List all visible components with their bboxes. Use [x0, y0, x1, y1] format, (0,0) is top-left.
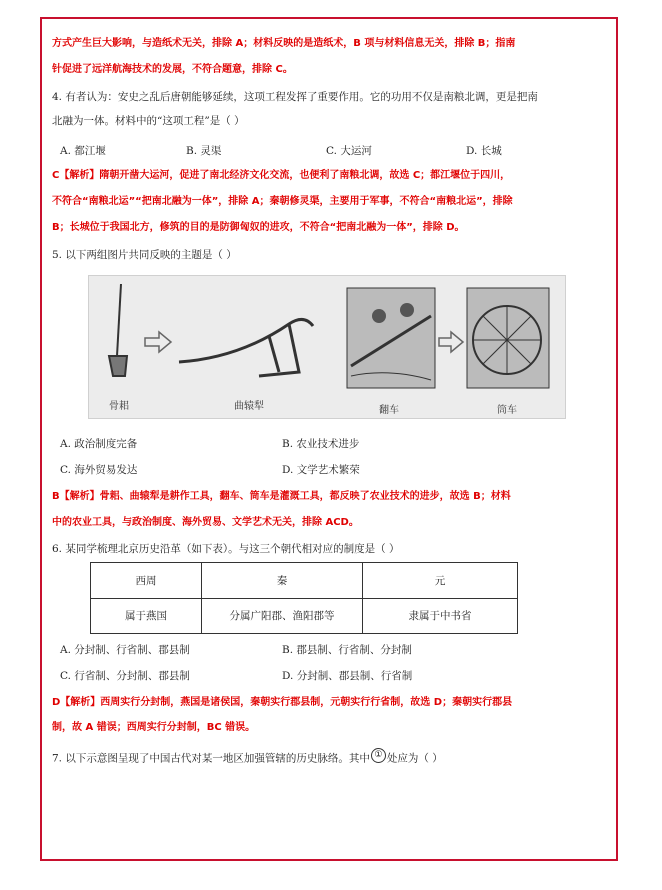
q4-option-b: B. 灵渠 [186, 145, 222, 157]
q5-option-c: C. 海外贸易发达 [60, 464, 138, 476]
table-header-cell: 秦 [202, 563, 363, 599]
q5-figure-drawing [89, 276, 567, 420]
q5-option-d: D. 文学艺术繁荣 [282, 464, 360, 476]
q5-analysis-line-1: B【解析】骨耜、曲辕犁是耕作工具，翻车、筒车是灌溉工具，都反映了农业技术的进步，故选 B；材料 [52, 491, 511, 502]
q4-option-a: A. 都江堰 [60, 145, 106, 157]
q4-analysis-line-3: B；长城位于我国北方，修筑的目的是防御匈奴的进攻，不符合“把南北融为一体”，排除 D。 [52, 222, 465, 233]
q4-stem-line-1: 4. 有者认为：安史之乱后唐朝能够延续，这项工程发挥了重要作用。它的功用不仅是南粮北调，更是把南 [52, 91, 538, 103]
q7-stem-before: 7. 以下示意图呈现了中国古代对某一地区加强管辖的历史脉络。其中 [52, 752, 370, 765]
q4-option-d: D. 长城 [466, 145, 502, 157]
intro-analysis-line-1: 方式产生巨大影响，与造纸术无关，排除 A；材料反映的是造纸术，B 项与材料信息无关，排除 B；指南 [52, 38, 516, 49]
q5-analysis-line-2: 中的农业工具，与政治制度、海外贸易、文学艺术无关，排除 ACD。 [52, 517, 359, 528]
q4-option-c: C. 大运河 [326, 145, 372, 157]
table-header-row [91, 563, 518, 599]
q6-stem: 6. 某同学梳理北京历史沿革（如下表）。与这三个朝代相对应的制度是（ ） [52, 543, 400, 555]
square-pallet-pump-illustration [347, 288, 435, 388]
curved-plough-illustration [179, 319, 313, 376]
q6-option-d: D. 分封制、郡县制、行省制 [282, 670, 413, 682]
q4-stem-line-2: 北融为一体。材料中的“这项工程”是（ ） [52, 115, 245, 127]
q7-stem-after: 处应为（ ） [386, 752, 443, 765]
q6-analysis-line-1: D【解析】西周实行分封制，燕国是诸侯国，秦朝实行郡县制，元朝实行行省制，故选 D；秦朝实行郡县 [52, 697, 513, 708]
square-pallet-pump-caption: 翻车 [379, 405, 399, 416]
table-cell: 分属广阳郡、渔阳郡等 [202, 598, 363, 634]
q6-option-c: C. 行省制、分封制、郡县制 [60, 670, 190, 682]
q6-option-b: B. 郡县制、行省制、分封制 [282, 644, 412, 656]
table-header-cell: 西周 [91, 563, 202, 599]
q5-stem: 5. 以下两组图片共同反映的主题是（ ） [52, 249, 237, 261]
table-cell: 隶属于中书省 [363, 598, 518, 634]
intro-analysis-line-2: 针促进了远洋航海技术的发展，不符合题意，排除 C。 [52, 64, 293, 75]
table-row [91, 598, 518, 634]
arrow-icon [145, 332, 171, 352]
beijing-history-table [90, 562, 518, 634]
bone-spade-caption: 骨耜 [109, 401, 129, 412]
water-wheel-caption: 筒车 [497, 405, 517, 416]
bone-spade-illustration [109, 284, 127, 376]
q5-agricultural-tools-figure [88, 275, 566, 419]
q6-analysis-line-2: 制，故 A 错误；西周实行分封制，BC 错误。 [52, 722, 256, 733]
arrow-icon [439, 332, 463, 352]
water-wheel-illustration [467, 288, 549, 388]
curved-plough-caption: 曲辕犁 [234, 401, 264, 412]
q7-stem [52, 748, 443, 766]
q4-analysis-line-2: 不符合“南粮北运”“把南北融为一体”，排除 A；秦朝修灵渠，主要用于军事，不符合“南粮北运”，排除 [52, 196, 513, 207]
q4-analysis-line-1: C【解析】隋朝开凿大运河，促进了南北经济文化交流，也便利了南粮北调，故选 C；都江堰位于四川， [52, 170, 511, 181]
q5-option-b: B. 农业技术进步 [282, 438, 360, 450]
circled-number-one: ① [371, 748, 386, 763]
q5-option-a: A. 政治制度完备 [60, 438, 138, 450]
q6-option-a: A. 分封制、行省制、郡县制 [60, 644, 190, 656]
table-header-cell: 元 [363, 563, 518, 599]
table-cell: 属于燕国 [91, 598, 202, 634]
